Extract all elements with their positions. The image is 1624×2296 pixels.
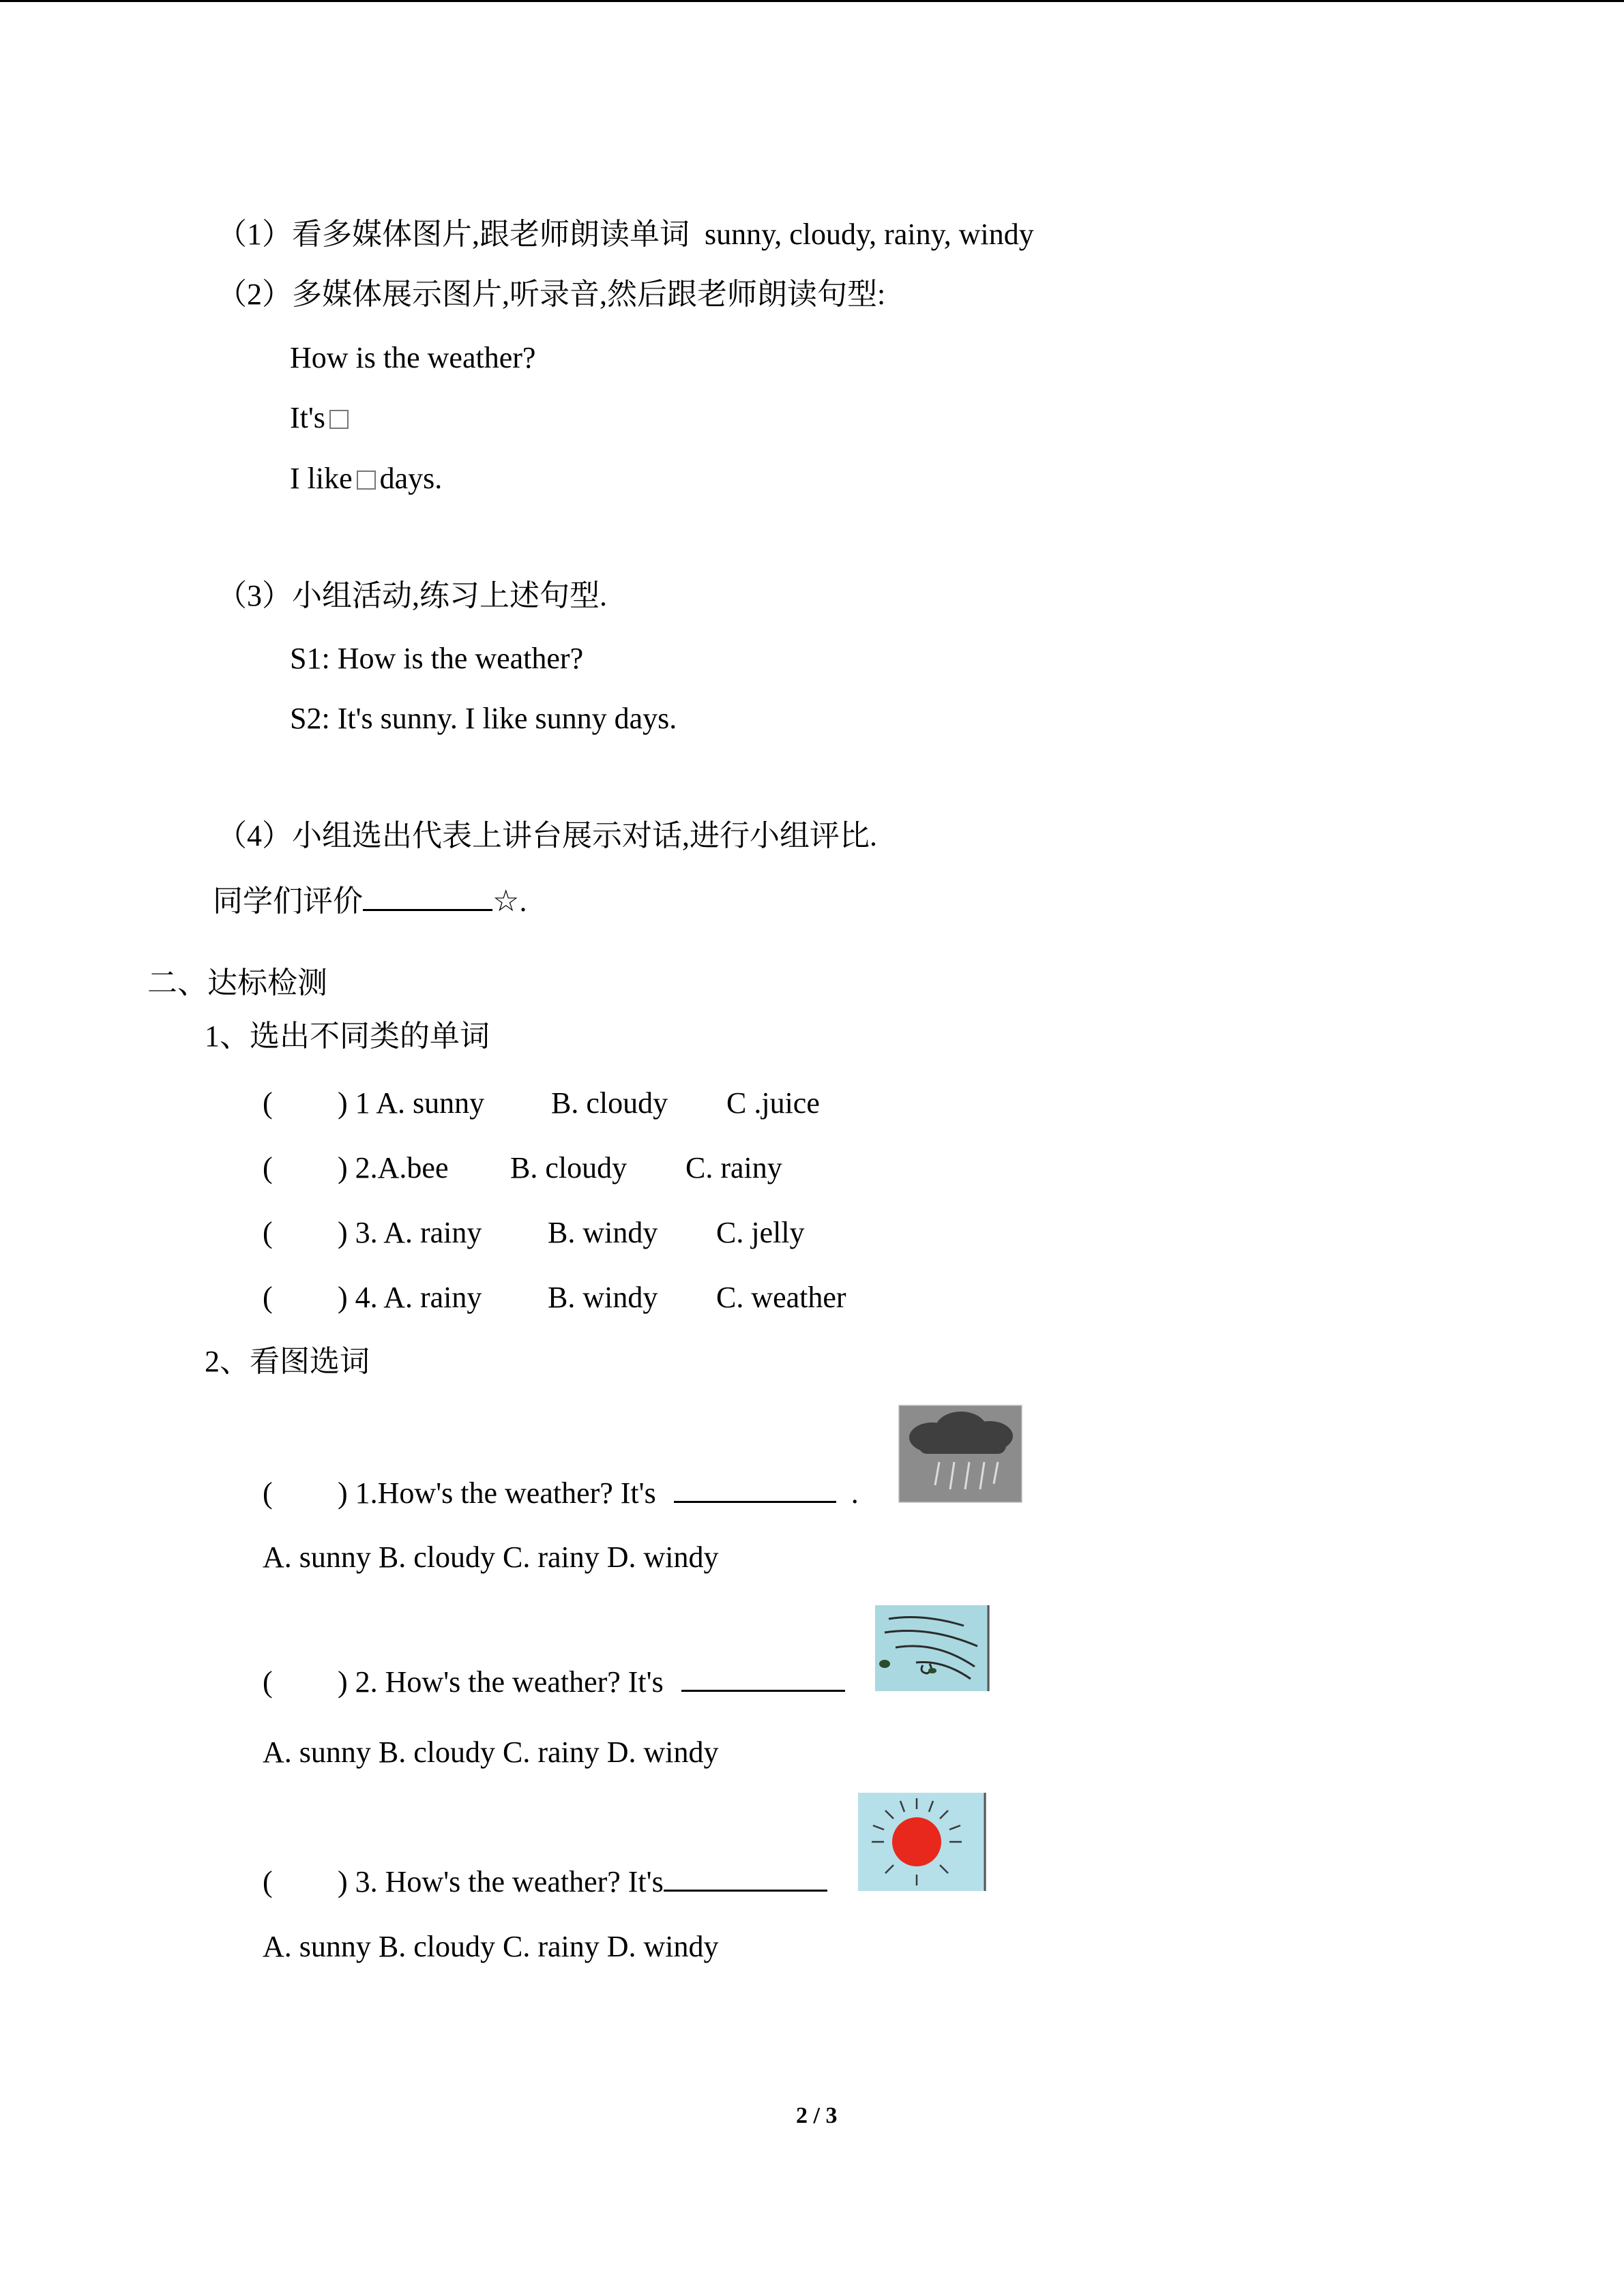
dialog-line-2: S2: It's sunny. I like sunny days. xyxy=(290,702,677,735)
paren-open: ( xyxy=(263,1665,273,1699)
paren-open: ( xyxy=(263,1086,273,1120)
item-option-a: ) 3. A. rainy xyxy=(338,1216,482,1249)
item-option-b: B. cloudy xyxy=(551,1086,668,1120)
item-option-a: ) 1 A. sunny xyxy=(338,1086,485,1120)
paren-open: ( xyxy=(263,1216,273,1249)
item-option-c: C. jelly xyxy=(716,1216,805,1249)
item-option-c: C. weather xyxy=(716,1281,846,1314)
item-option-c: C .juice xyxy=(726,1086,820,1120)
item-option-b: B. windy xyxy=(548,1281,658,1314)
period: . xyxy=(851,1476,859,1510)
answer-blank xyxy=(674,1501,836,1503)
step-3-text: （3）小组活动,练习上述句型. xyxy=(217,579,607,612)
question-label: ) 2. How's the weather? It's xyxy=(338,1665,664,1699)
wind-icon xyxy=(875,1605,990,1691)
question-label: ) 3. How's the weather? It's xyxy=(338,1865,664,1898)
part1-title: 1、选出不同类的单词 xyxy=(205,1019,490,1053)
step-2-text: （2）多媒体展示图片,听录音,然后跟老师朗读句型: xyxy=(217,278,886,311)
answer-options: A. sunny B. cloudy C. rainy D. windy xyxy=(263,1930,719,1963)
answer-blank xyxy=(681,1690,845,1692)
its-label: It's xyxy=(290,401,325,434)
peer-evaluation xyxy=(213,886,527,916)
item-option-a: ) 4. A. rainy xyxy=(338,1281,482,1314)
item-option-b: B. cloudy xyxy=(510,1151,628,1184)
paren-open: ( xyxy=(263,1151,273,1184)
paren-open: ( xyxy=(263,1281,273,1314)
like-label: I like xyxy=(290,462,353,495)
answer-blank xyxy=(664,1890,827,1892)
rain-cloud-icon xyxy=(898,1405,1022,1503)
question-label: ) 1.How's the weather? It's xyxy=(338,1476,656,1510)
paren-open: ( xyxy=(263,1865,273,1898)
sun-icon xyxy=(858,1793,986,1891)
blank-box xyxy=(329,410,349,429)
eval-label: 同学们评价 xyxy=(213,884,363,918)
pattern-answer xyxy=(290,403,353,433)
blank-box xyxy=(357,471,376,490)
pattern-question: How is the weather? xyxy=(290,341,536,374)
step-4-text: （4）小组选出代表上讲台展示对话,进行小组评比. xyxy=(217,819,877,852)
star-label: ☆. xyxy=(492,884,527,918)
item-option-c: C. rainy xyxy=(685,1151,782,1184)
answer-options: A. sunny B. cloudy C. rainy D. windy xyxy=(263,1735,719,1769)
question-text xyxy=(338,1478,859,1508)
dialog-line-1: S1: How is the weather? xyxy=(290,642,584,675)
part2-title: 2、看图选词 xyxy=(205,1345,370,1378)
item-option-a: ) 2.A.bee xyxy=(338,1151,449,1184)
question-text xyxy=(338,1867,827,1897)
question-text xyxy=(338,1667,845,1697)
answer-options: A. sunny B. cloudy C. rainy D. windy xyxy=(263,1540,719,1574)
section-heading: 二、达标检测 xyxy=(147,966,327,1000)
page-number: 2 / 3 xyxy=(796,2103,838,2128)
paren-open: ( xyxy=(263,1476,273,1510)
pattern-like xyxy=(290,464,442,494)
eval-blank xyxy=(363,909,492,911)
item-option-b: B. windy xyxy=(548,1216,658,1249)
days-label: days. xyxy=(379,462,443,495)
top-border xyxy=(0,0,1624,2)
step-1-text: （1）看多媒体图片,跟老师朗读单词 sunny, cloudy, rainy, windy xyxy=(217,218,1034,251)
